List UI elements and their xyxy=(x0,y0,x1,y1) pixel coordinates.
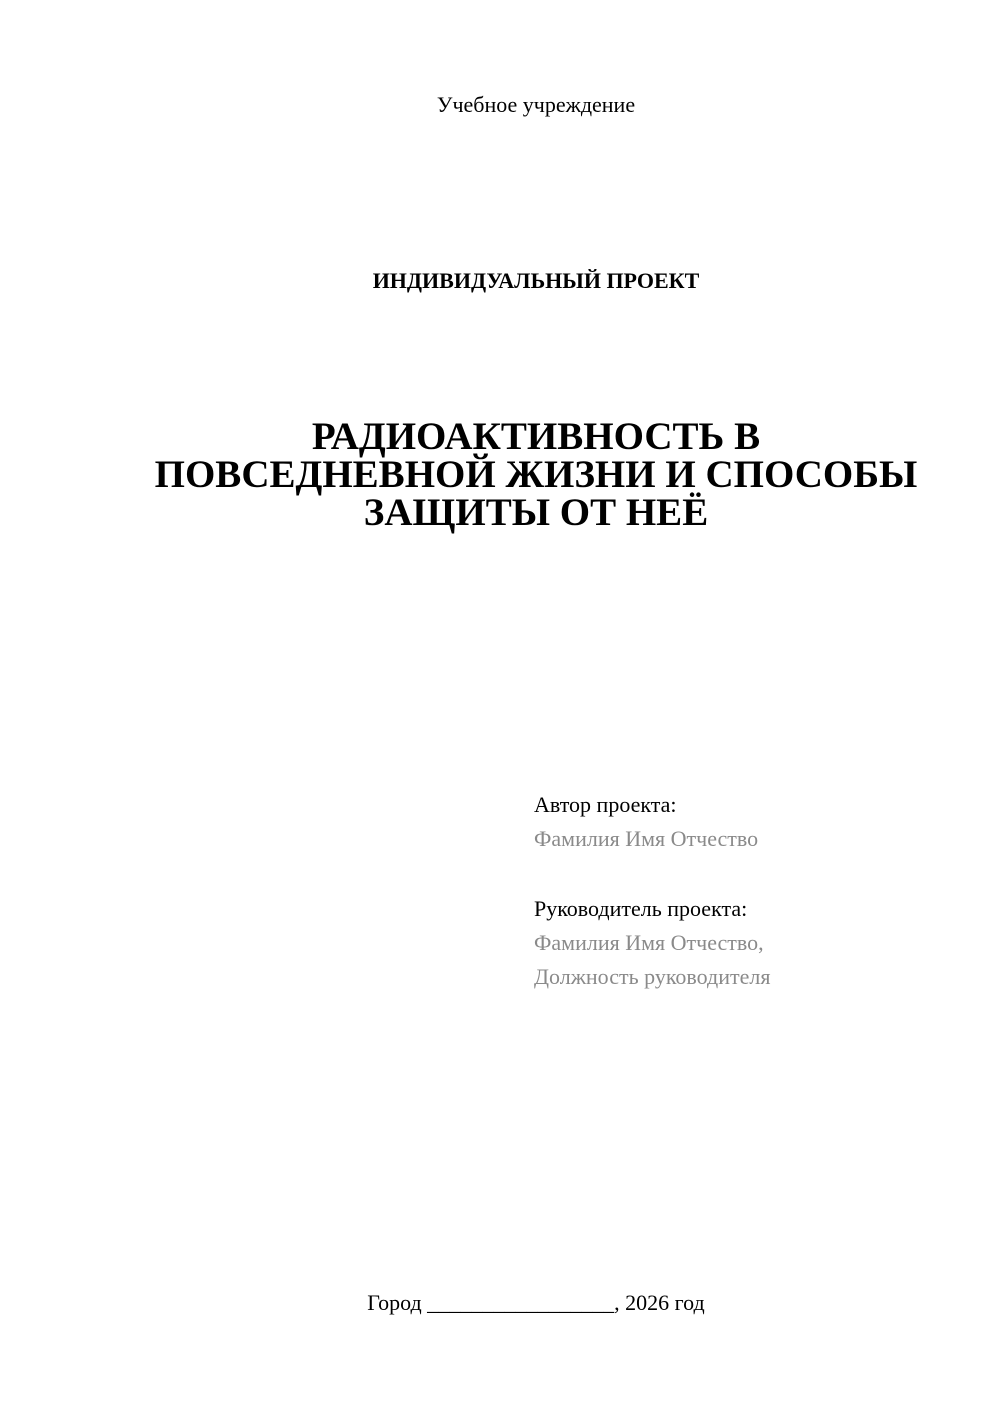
project-title-line-3: ЗАЩИТЫ ОТ НЕЁ xyxy=(363,491,709,534)
institution-name: Учебное учреждение xyxy=(436,92,636,117)
supervisor-name-placeholder: Фамилия Имя Отчество, xyxy=(534,930,764,955)
project-title xyxy=(120,415,952,534)
project-title-line-1: РАДИОАКТИВНОСТЬ В xyxy=(311,415,761,458)
city-year-line: Город _________________, 2026 год xyxy=(367,1290,705,1315)
project-title-line-2: ПОВСЕДНЕВНОЙ ЖИЗНИ И СПОСОБЫ xyxy=(154,453,918,496)
authors-spacer xyxy=(534,856,974,892)
supervisor-position-placeholder: Должность руководителя xyxy=(534,964,771,989)
author-name-placeholder: Фамилия Имя Отчество xyxy=(534,826,759,851)
project-type-heading: ИНДИВИДУАЛЬНЫЙ ПРОЕКТ xyxy=(372,268,700,293)
authors-block xyxy=(534,788,974,994)
supervisor-label: Руководитель проекта: xyxy=(534,896,748,921)
author-label: Автор проекта: xyxy=(534,792,677,817)
